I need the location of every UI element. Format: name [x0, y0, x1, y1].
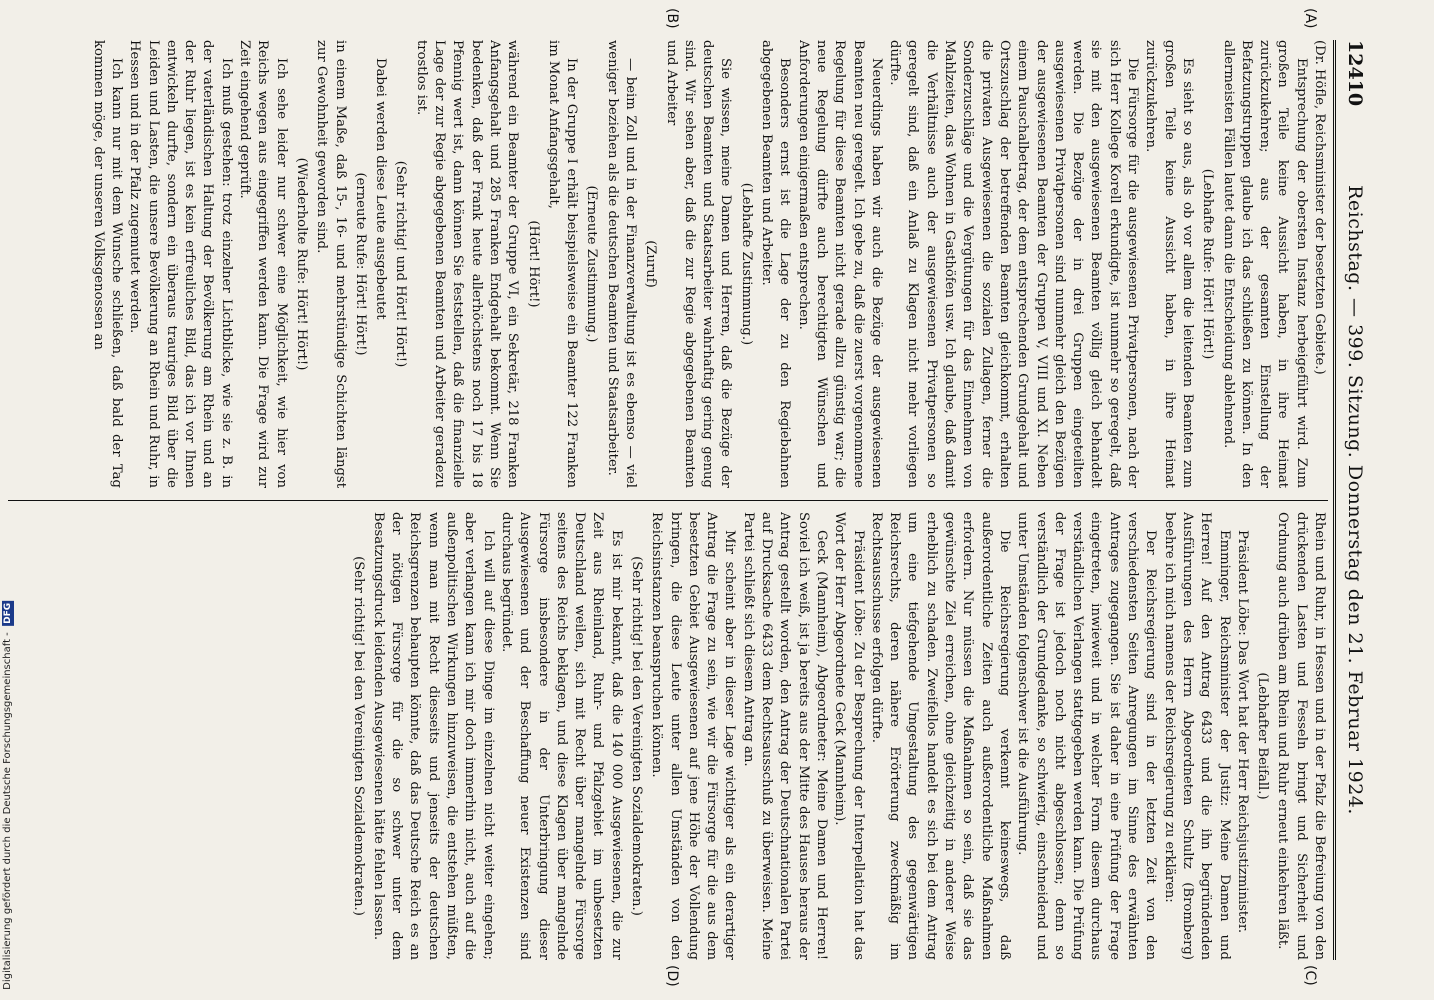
- paragraph: Dabei werden diese Leute ausgebeutet: [373, 58, 389, 320]
- paragraph: — beim Zoll und in der Finanzverwaltung ist es ebenso — viel weniger beziehen als die deutschen Beamten und Staatsarbeiter.: [604, 40, 639, 488]
- paragraph: während ein Beamter der Gruppe VI, ein Sekretär, 218 Franken Anfangsgehalt und 285 Franken Endgehalt bekommt. Wenn Sie bedenken, daß der Frank heute allerhöchstens noch 17 bis 18 Pfennig wert ist, dann können Sie feststellen, daß die finanzielle Lage der zur Regie abgegebenen Beamten und Arbeiter geradezu trostlos ist.: [413, 40, 521, 488]
- paragraph: Mir scheint aber in dieser Lage wichtiger als ein derartiger Antrag die Frage zu sein, wie wir die Fürsorge für die aus dem besetzten Gebiet Ausgewiesenen auf jene Höhe der Vollendung bringen, die diese Leute unter allen Umständen von den Reichsinstanzen beanspruchen können.: [649, 512, 738, 960]
- interjection: (Sehr richtig! bei den Vereinigten Sozialdemokraten.): [629, 556, 645, 916]
- digitization-note: [2, 601, 14, 990]
- interjection: (Wiederholte Rufe: Hört! Hört!): [293, 157, 309, 371]
- paragraph: Es ist mir bekannt, daß die 140 000 Ausgewiesenen, die zur Zeit aus Rheinland, Ruhr- und Pfalzgebiet im unbesetzten Deutschland weilen, sich mit Recht über mangelnde Fürsorge seitens des Reichs beklagen, und diese Klagen über mangelnde Fürsorge insbesondere in der Unterbringung dieser Ausgewiesenen und der Beschaffung neuer Existenzen sind durchaus begründet.: [498, 512, 624, 960]
- paragraph: Die Fürsorge für die ausgewiesenen Privatpersonen, nach der sich Herr Kollege Korell erkundigte, ist nunmehr so geregelt, daß sie mit den ausgewiesenen Beamten völlig gleich behandelt werden. Die Bezüge der in drei Gruppen eingeteilten ausgewiesenen Privatpersonen sind nunmehr gleich den Bezügen der ausgewiesenen Beamten der Gruppen V, VIII und XI. Neben einem Pauschalbetrag, der dem entsprechenden Grundgehalt und Ortszuschlag der betreffenden Beamten gleichkommt, erhalten die privaten Ausgewiesenen die sozialen Zulagen, ferner die Sonderzuschläge und die Vergütungen für das Einnehmen von Mahlzeiten, das Wohnen in Gasthöfen usw. Ich glaube, daß damit die Verhältnisse auch der ausgewiesenen Privatpersonen so geregelt sind, daß ein Anlaß zu Klagen nicht mehr vorliegen dürfte.: [887, 40, 1141, 488]
- interjection: (Lebhafter Beifall.): [1255, 672, 1271, 800]
- paragraph: in einem Maße, daß 15-, 16- und mehrstündige Schichten längst zur Gewohnheit geworden sind.: [314, 40, 348, 488]
- interjection: (Lebhafte Zustimmung.): [738, 182, 754, 346]
- paragraph: Präsident Löbe: Das Wort hat der Herr Reichsjustizminister.: [1234, 530, 1250, 934]
- interjection: (Lebhafte Rufe: Hört! Hört!): [1200, 168, 1216, 360]
- paragraph: In der Gruppe I erhält beispielsweise ein Beamter 122 Franken im Monat Anfangsgehalt,: [545, 40, 580, 488]
- interjection: (Sehr richtig! bei den Vereinigten Sozialdemokraten.): [350, 556, 366, 916]
- paragraph: Die Reichsregierung verkennt keineswegs, daß außerordentliche Zeiten auch außerordentliche Maßnahmen erfordern. Nur müssen die Maßnahmen so sein, daß sie das gewünschte Ziel erreichen, ohne gleichzeitig in anderer Weise erheblich zu schaden. Zweifellos handelt es sich bei dem Antrag um eine tiefgehende Umgestaltung des gegenwärtigen Reichsrechts, deren nähere Erörterung zweckmäßig im Rechtsausschusse erfolgen dürfte.: [868, 512, 1012, 960]
- paragraph: Präsident Löbe: Zu der Besprechung der Interpellation hat das Wort der Herr Abgeordnete Geck (Mannheim).: [832, 512, 866, 960]
- column-divider: [8, 500, 1328, 501]
- paragraph: Geck (Mannheim), Abgeordneter: Meine Damen und Herren! Soviel ich weiß, ist ja bereits aus der Mitte des Hauses heraus der Antrag gestellt worden, den Antrag der Deutschnationalen Partei auf Drucksache 6433 dem Rechtsausschuß zu überweisen. Meine Partei schließt sich diesem Antrag an.: [740, 512, 829, 960]
- left-text-column: [8, 40, 1328, 488]
- interjection: (Erneute Zustimmung.): [584, 185, 600, 343]
- interjection: (Hört! Hört!): [525, 220, 541, 308]
- paragraph: Es sieht so aus, als ob vor allem die leitenden Beamten zum großen Teile keine Aussicht haben, in ihre Heimat zurückzukehren.: [1143, 40, 1195, 488]
- paragraph: (Dr. Höfle, Reichsminister der besetzten Gebiete.): [1312, 40, 1327, 375]
- digitization-text: Digitalisierung gefördert durch die Deutsche Forschungsgemeinschaft -: [2, 632, 13, 990]
- page-header: [1338, 40, 1372, 960]
- paragraph: Emminger, Reichsminister der Justiz: Meine Damen und Herren! Auf den Antrag 6433 und die ihn begründenden Ausführungen des Herrn Abgeordneten Schultz (Bromberg) beehre ich mich namens der Reichsregierung zu erklären:: [1161, 512, 1232, 960]
- paragraph: Sie wissen, meine Damen und Herren, daß die Bezüge der deutschen Beamten und Staatsarbeiter wahrhaftig gering genug sind. Wir sehen aber, daß die zur Regie abgegebenen Beamten und Arbeiter: [663, 40, 734, 488]
- paragraph: Ich kann nur mit dem Wunsche schließen, daß bald der Tag kommen möge, der unseren Volksgenossen an: [90, 40, 124, 488]
- paragraph: Ich will auf diese Dinge im einzelnen nicht weiter eingehen; aber verlangen kann ich mir doch immerhin nicht, auch auf die außenpolitischen Wirkungen hinzuweisen, die entstehen müßten, wenn man mit Recht diesseits und jenseits der deutschen Reichsgrenzen behaupten könnte, daß das Deutsche Reich es an der nötigen Fürsorge für die so schwer unter dem Besatzungsdruck leidenden Ausgewiesenen hätte fehlen lassen.: [370, 512, 496, 960]
- paragraph: Entsprechung der obersten Instanz herbeigeführt wird. Zum großen Teile keine Aussicht haben, in ihre Heimat zurückzukehren; aus der gesamten Einstellung der Befatzungstruppen glaube ich das schließen zu können. In den allermeisten Fällen lautet dann die Entscheidung ablehnend.: [1220, 40, 1309, 488]
- paragraph: Ich sehe leider nur schwer eine Möglichkeit, wie hier von Reichs wegen aus eingegriffen werden kann. Die Frage wird zur Zeit eingehend geprüft.: [237, 40, 289, 488]
- paragraph: Ich muß gestehen: trotz einzelner Lichtblicke, wie sie z. B. in der vaterländischen Haltung der Bevölkerung am Rhein und an der Ruhr liegen, ist es kein erfreuliches Bild, das ich vor Ihnen entwickeln durfte, sondern ein überaus trauriges Bild über die Leiden und Lasten, die unsere Bevölkerung an Rhein und Ruhr, in Hessen und in der Pfalz zugemutet werden.: [127, 40, 234, 488]
- paragraph: Besonders ernst ist die Lage der zu den Regiebahnen abgegebenen Beamten und Arbeiter.: [759, 40, 793, 488]
- page-title: Reichstag. — 399. Sitzung. Donnerstag den 21. Februar 1924.: [1344, 185, 1366, 815]
- dfg-logo: DFG: [3, 603, 13, 625]
- page-number: 12410: [1344, 40, 1366, 107]
- header-rule: [1333, 40, 1336, 960]
- margin-marker-d: (D): [664, 965, 680, 987]
- margin-marker-a: (A): [1302, 8, 1318, 29]
- right-text-column: [8, 512, 1328, 960]
- paragraph: Der Reichsregierung sind in der letzten Zeit von den verschiedensten Seiten Anregungen im Sinne des erwähnten Antrages zugegangen. Sie ist daher in eine Prüfung der Frage eingetreten, inwieweit und in welcher Form diesem durchaus verständlichen Verlangen stattgegeben werden kann. Die Prüfung der Frage ist jedoch noch nicht abgeschlossen; denn so verständlich der Grundgedanke, so schwierig, einschneidend und unter Umständen folgenschwer ist die Ausführung.: [1015, 512, 1159, 960]
- interjection: (erneute Rufe: Hört! Hört!): [352, 172, 368, 356]
- margin-marker-c: (C): [1302, 965, 1318, 986]
- interjection: (Sehr richtig! und Hört! Hört!): [393, 160, 409, 368]
- paragraph: Neuerdings haben wir auch die Bezüge der ausgewiesenen Beamten neu geregelt. Ich gebe zu, daß die zuerst vorgenommene Regelung für diese Beamten nicht gerade allzu günstig war; die neue Regelung dürfte auch berechtigten Wünschen und Anforderungen einigermaßen entsprechen.: [795, 40, 884, 488]
- paragraph: Rhein und Ruhr, in Hessen und in der Pfalz die Befreiung von den drückenden Lasten und Fesseln bringt und Sicherheit und Ordnung auch drüben am Rhein und Ruhr erneut einkehren läßt.: [1275, 512, 1327, 960]
- interjection: (Zuruf): [643, 240, 659, 288]
- margin-marker-b: (B): [664, 8, 680, 29]
